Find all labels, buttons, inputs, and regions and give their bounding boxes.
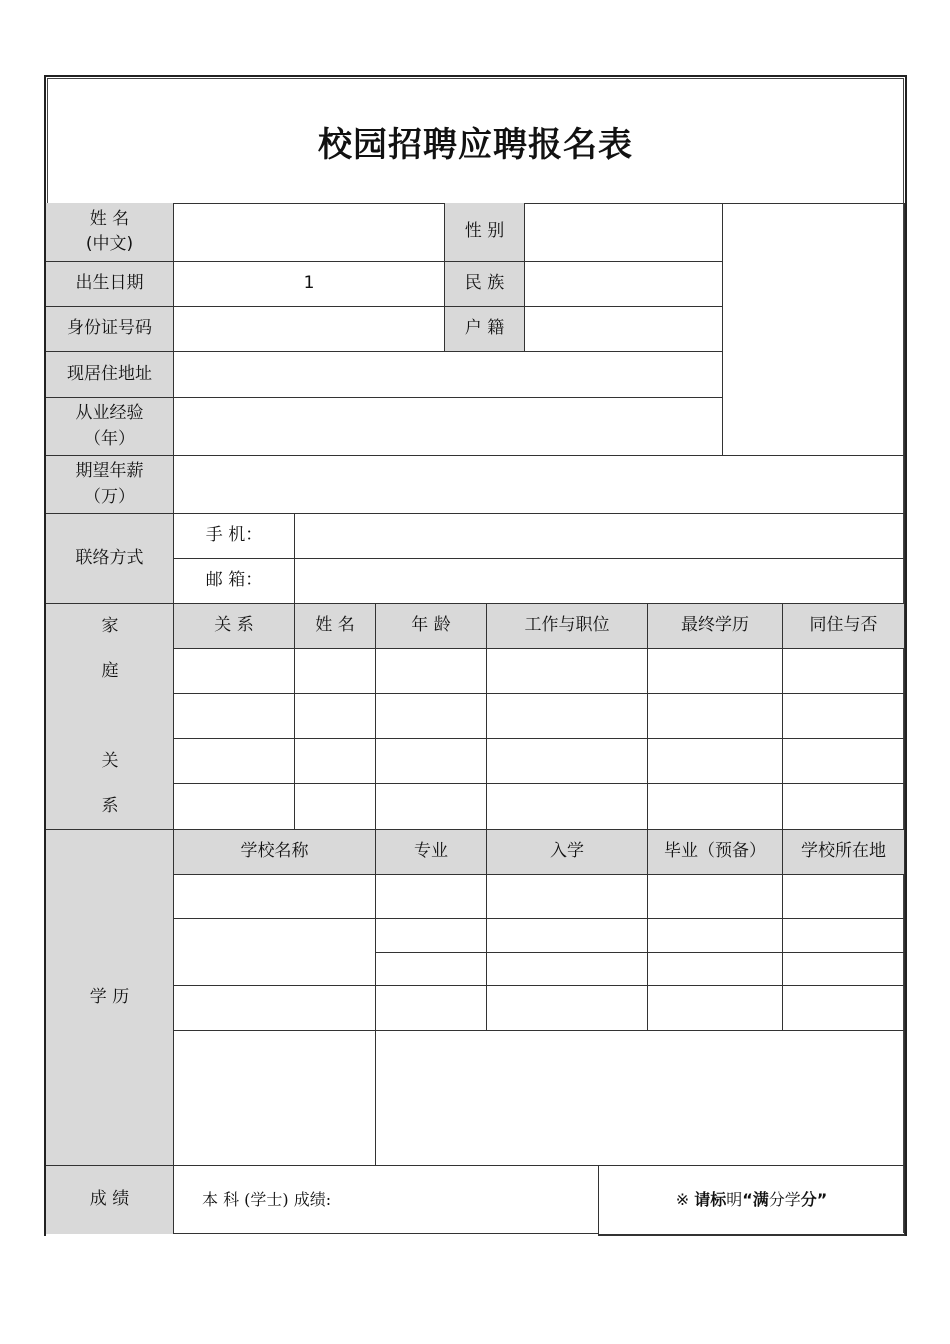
family-header-job: 工作与职位 [487,604,648,649]
edu-cell[interactable] [376,919,487,953]
edu-cell[interactable] [174,986,376,1031]
email-input-cell[interactable] [295,559,905,604]
family-cell[interactable] [295,739,376,784]
education-label: 学 历 [46,830,174,1166]
note-part: “满 [742,1190,769,1209]
edu-cell[interactable] [648,919,783,953]
mobile-input-cell[interactable] [295,514,905,559]
family-header-name: 姓 名 [295,604,376,649]
family-cell[interactable] [376,784,487,830]
family-cell[interactable] [487,694,648,739]
edu-cell[interactable] [487,986,648,1031]
family-cell[interactable] [174,649,295,694]
family-cell[interactable] [376,649,487,694]
hukou-input-cell[interactable] [525,307,723,352]
edu-cell[interactable] [783,986,905,1031]
family-header-cohabit: 同住与否 [783,604,905,649]
edu-cell[interactable] [648,953,783,986]
mobile-label: 手 机： [174,514,295,559]
address-input-cell[interactable] [174,352,723,398]
experience-label: 从业经验 （年） [46,398,174,456]
salary-input-cell[interactable] [174,456,905,514]
id-number-label: 身份证号码 [46,307,174,352]
edu-header-school: 学校名称 [174,830,376,875]
family-cell[interactable] [648,739,783,784]
family-label-char: 家 [101,615,119,636]
note-part: 请标 [694,1190,727,1209]
family-cell[interactable] [174,739,295,784]
family-cell[interactable] [783,694,905,739]
salary-label: 期望年薪 （万） [46,456,174,514]
family-cell[interactable] [295,694,376,739]
family-cell[interactable] [376,739,487,784]
edu-cell[interactable] [783,919,905,953]
form-title: 校园招聘应聘报名表 [318,124,633,165]
family-label-char: 系 [101,795,119,816]
hukou-label: 户 籍 [445,307,525,352]
name-input-cell[interactable] [174,203,445,262]
family-cell[interactable] [783,739,905,784]
edu-extra-wide-cell[interactable] [376,1031,905,1166]
family-label-char: 庭 [101,660,119,681]
experience-input-cell[interactable] [174,398,723,456]
birth-date-input-cell[interactable]: 1 [174,262,445,307]
photo-cell[interactable] [723,203,905,456]
family-cell[interactable] [783,649,905,694]
edu-cell[interactable] [174,919,376,986]
grade-note [598,1166,905,1236]
ethnicity-label: 民 族 [445,262,525,307]
family-header-age: 年 龄 [376,604,487,649]
address-label: 现居住地址 [46,352,174,398]
family-cell[interactable] [648,649,783,694]
family-header-education: 最终学历 [648,604,783,649]
family-cell[interactable] [487,649,648,694]
family-cell[interactable] [174,784,295,830]
edu-cell[interactable] [174,875,376,919]
family-cell[interactable] [487,739,648,784]
id-number-input-cell[interactable] [174,307,445,352]
family-cell[interactable] [487,784,648,830]
edu-cell[interactable] [376,875,487,919]
gender-input-cell[interactable] [525,203,723,262]
email-label: 邮 箱： [174,559,295,604]
family-cell[interactable] [174,694,295,739]
edu-cell[interactable] [487,919,648,953]
edu-header-location: 学校所在地 [783,830,905,875]
edu-cell[interactable] [376,986,487,1031]
note-part: 分” [800,1190,828,1209]
birth-date-label: 出生日期 [46,262,174,307]
grades-label: 成 绩 [46,1166,174,1234]
gender-label: 性 别 [445,203,525,262]
note-part: 分学 [768,1190,801,1209]
edu-cell[interactable] [648,986,783,1031]
ethnicity-input-cell[interactable] [525,262,723,307]
contact-label: 联络方式 [46,514,174,604]
edu-cell[interactable] [783,953,905,986]
family-cell[interactable] [648,784,783,830]
edu-cell[interactable] [648,875,783,919]
family-cell[interactable] [783,784,905,830]
edu-header-enroll: 入学 [487,830,648,875]
edu-cell[interactable] [376,953,487,986]
edu-cell[interactable] [487,875,648,919]
edu-cell[interactable] [783,875,905,919]
family-cell[interactable] [295,649,376,694]
edu-extra-cell[interactable] [174,1031,376,1166]
edu-cell[interactable] [487,953,648,986]
family-cell[interactable] [648,694,783,739]
family-header-relation: 关 系 [174,604,295,649]
note-part: 明 [726,1190,743,1209]
edu-header-graduate: 毕业（预备） [648,830,783,875]
undergrad-grade-label[interactable]: 本 科 (学士) 成绩: [174,1166,598,1234]
name-label: 姓 名 (中文) [46,203,174,262]
edu-header-major: 专业 [376,830,487,875]
family-cell[interactable] [376,694,487,739]
family-cell[interactable] [295,784,376,830]
family-label-char: 关 [101,750,119,771]
note-symbol: ※ [675,1190,690,1209]
